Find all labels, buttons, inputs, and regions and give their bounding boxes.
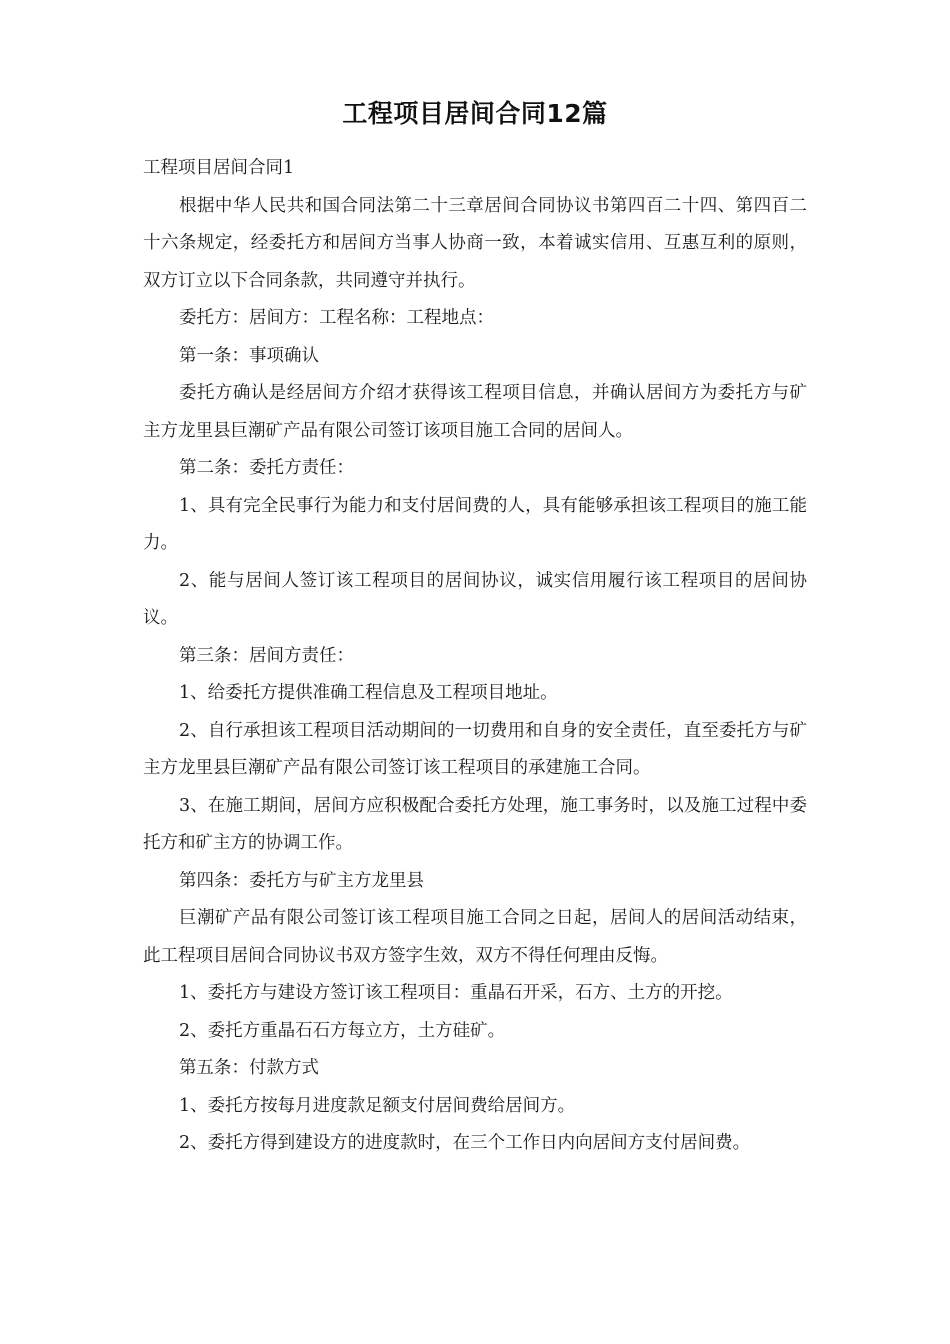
list-item: 2、委托方重晶石石方每立方，土方硅矿。 (179, 1020, 506, 1041)
section-heading: 第三条：居间方责任： (179, 645, 354, 666)
paragraph: 委托方：居间方：工程名称：工程地点： (179, 308, 494, 328)
list-item: 1、委托方按每月进度款足额支付居间费给居间方。 (179, 1095, 576, 1116)
list-item: 1、给委托方提供准确工程信息及工程项目地址。 (179, 683, 558, 703)
paragraph: 根据中华人民共和国合同法第二十三章居间合同协议书第四百二十四、第四百二十六条规定，经委托方和居间方当事人协商一致，本着诚实信用、互惠互利的原则，双方订立以下合同条款，共同遵守并执行。 (143, 195, 807, 291)
section-heading: 第一条：事项确认 (179, 345, 319, 366)
list-item: 2、委托方得到建设方的进度款时，在三个工作日内向居间方支付居间费。 (179, 1133, 751, 1153)
section-heading: 第五条：付款方式 (179, 1058, 319, 1078)
list-item: 2、能与居间人签订该工程项目的居间协议，诚实信用履行该工程项目的居间协议。 (143, 570, 807, 628)
paragraph: 委托方确认是经居间方介绍才获得该工程项目信息，并确认居间方为委托方与矿主方龙里县巨潮矿产品有限公司签订该项目施工合同的居间人。 (143, 383, 807, 441)
list-item: 1、委托方与建设方签订该工程项目：重晶石开采，石方、土方的开挖。 (179, 983, 733, 1003)
contract-subtitle: 工程项目居间合同1 (143, 158, 295, 178)
section-heading: 第四条：委托方与矿主方龙里县 (179, 870, 424, 891)
list-item: 3、在施工期间，居间方应积极配合委托方处理，施工事务时，以及施工过程中委托方和矿主方的协调工作。 (143, 795, 807, 853)
document-body (143, 150, 807, 1163)
document-title: 工程项目居间合同12篇 (342, 99, 608, 128)
section-heading: 第二条：委托方责任： (179, 458, 354, 478)
list-item: 1、具有完全民事行为能力和支付居间费的人，具有能够承担该工程项目的施工能力。 (143, 495, 807, 553)
list-item: 2、自行承担该工程项目活动期间的一切费用和自身的安全责任，直至委托方与矿主方龙里县巨潮矿产品有限公司签订该工程项目的承建施工合同。 (143, 720, 807, 778)
paragraph: 巨潮矿产品有限公司签订该工程项目施工合同之日起，居间人的居间活动结束，此工程项目居间合同协议书双方签字生效，双方不得任何理由反悔。 (143, 908, 807, 966)
